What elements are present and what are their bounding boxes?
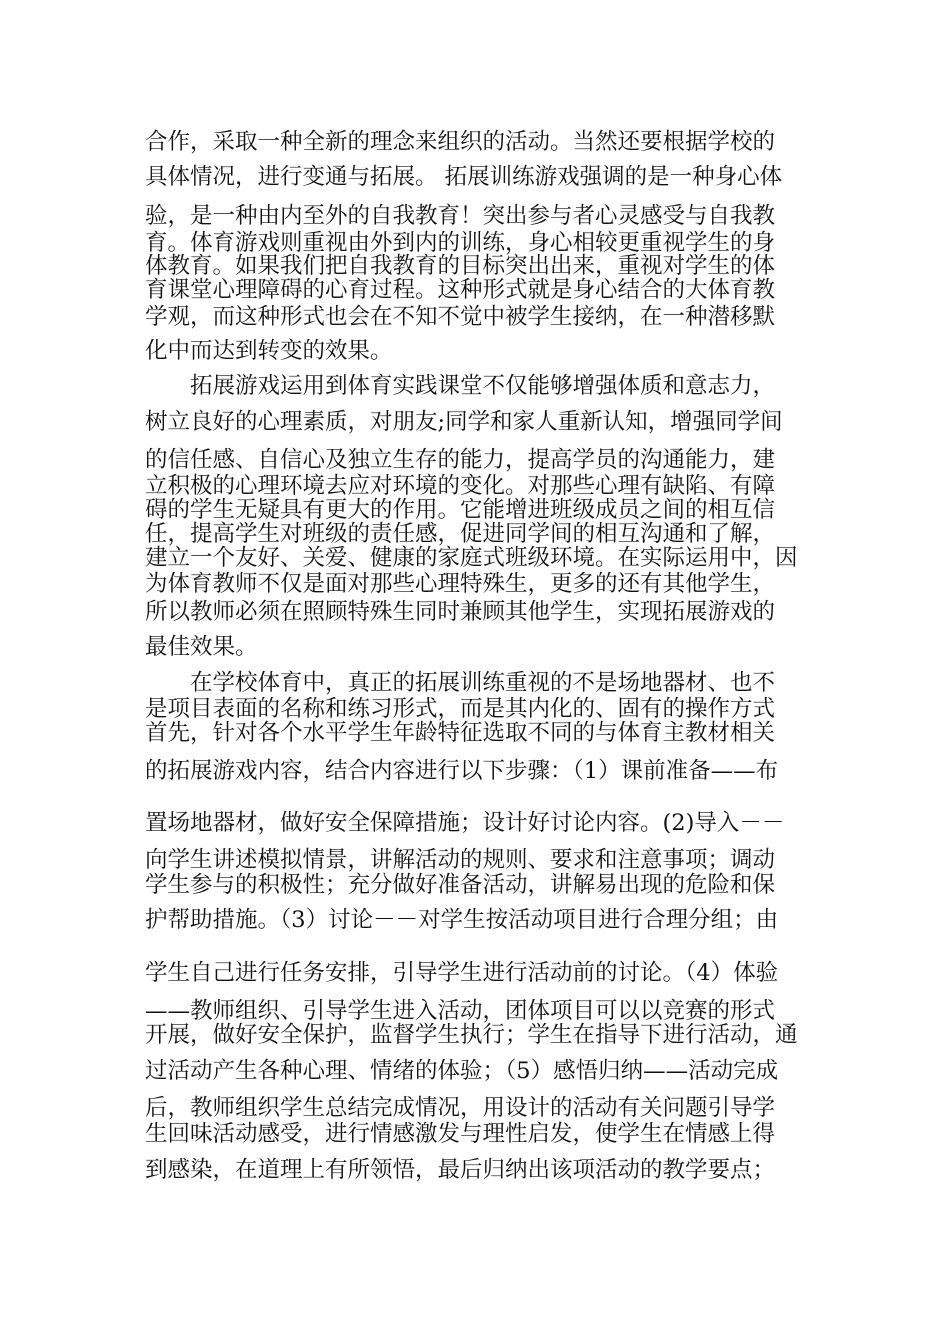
text-line: 树立良好的心理素质，对朋友;同学和家人重新认知，增强同学间 xyxy=(145,409,783,435)
text-line: 护帮助措施。（3）讨论－－对学生按活动项目进行合理分组；由 xyxy=(145,907,779,933)
text-line: 体教育。如果我们把自我教育的目标突出出来，重视对学生的体 xyxy=(145,253,776,279)
text-line: 最佳效果。 xyxy=(145,634,258,660)
text-line: 碍的学生无疑具有更大的作用。它能增进班级成员之间的相互信 xyxy=(145,497,776,523)
text-line: 建立一个友好、关爱、健康的家庭式班级环境。在实际运用中，因 xyxy=(145,545,798,571)
text-line: 立积极的心理环境去应对环境的变化。对那些心理有缺陷、有障 xyxy=(145,473,776,499)
text-line: 任，提高学生对班级的责任感，促进同学间的相互沟通和了解， xyxy=(145,521,776,547)
text-line: 开展，做好安全保护，监督学生执行；学生在指导下进行活动，通 xyxy=(145,1022,798,1048)
text-line: 过活动产生各种心理、情绪的体验；（5）感悟归纳——活动完成 xyxy=(145,1058,779,1084)
text-line: 学生参与的积极性；充分做好准备活动，讲解易出现的危险和保 xyxy=(145,872,776,898)
text-line: 的信任感、自信心及独立生存的能力，提高学员的沟通能力，建 xyxy=(145,447,776,473)
text-line: 为体育教师不仅是面对那些心理特殊生，更多的还有其他学生， xyxy=(145,571,776,597)
text-line: 育。体育游戏则重视由外到内的训练，身心相较更重视学生的身 xyxy=(145,230,776,256)
text-line: 生回味活动感受，进行情感激发与理性启发，使学生在情感上得 xyxy=(145,1121,776,1147)
text-line: 合作，采取一种全新的理念来组织的活动。当然还要根据学校的 xyxy=(145,129,776,155)
text-line: 是项目表面的名称和练习形式，而是其内化的、固有的操作方式 xyxy=(145,696,776,722)
text-line: 化中而达到转变的效果。 xyxy=(145,338,393,364)
text-line: ——教师组织、引导学生进入活动，团体项目可以以竞赛的形式 xyxy=(145,998,776,1024)
text-line: 育课堂心理障碍的心育过程。这种形式就是身心结合的大体育教 xyxy=(145,277,776,303)
text-line: 到感染，在道理上有所领悟，最后归纳出该项活动的教学要点； xyxy=(145,1157,776,1183)
text-line: 后，教师组织学生总结完成情况，用设计的活动有关问题引导学 xyxy=(145,1095,776,1121)
text-line: 学生自己进行任务安排，引导学生进行活动前的讨论。（4）体验 xyxy=(145,960,779,986)
text-line: 学观，而这种形式也会在不知不觉中被学生接纳，在一种潜移默 xyxy=(145,304,776,330)
text-line: 首先，针对各个水平学生年龄特征选取不同的与体育主教材相关 xyxy=(145,720,776,746)
text-line: 在学校体育中，真正的拓展训练重视的不是场地器材、也不 xyxy=(145,670,776,696)
text-line: 具体情况，进行变通与拓展。 拓展训练游戏强调的是一种身心体 xyxy=(145,164,783,190)
text-line: 置场地器材，做好安全保障措施；设计好讨论内容。(2)导入－－ xyxy=(145,810,785,836)
text-line: 拓展游戏运用到体育实践课堂不仅能够增强体质和意志力， xyxy=(145,373,776,399)
text-line: 验，是一种由内至外的自我教育！突出参与者心灵感受与自我教 xyxy=(145,203,776,229)
text-line: 所以教师必须在照顾特殊生同时兼顾其他学生，实现拓展游戏的 xyxy=(145,599,776,625)
text-line: 向学生讲述模拟情景，讲解活动的规则、要求和注意事项；调动 xyxy=(145,847,776,873)
text-line: 的拓展游戏内容，结合内容进行以下步骤：（1）课前准备——布 xyxy=(145,758,779,784)
